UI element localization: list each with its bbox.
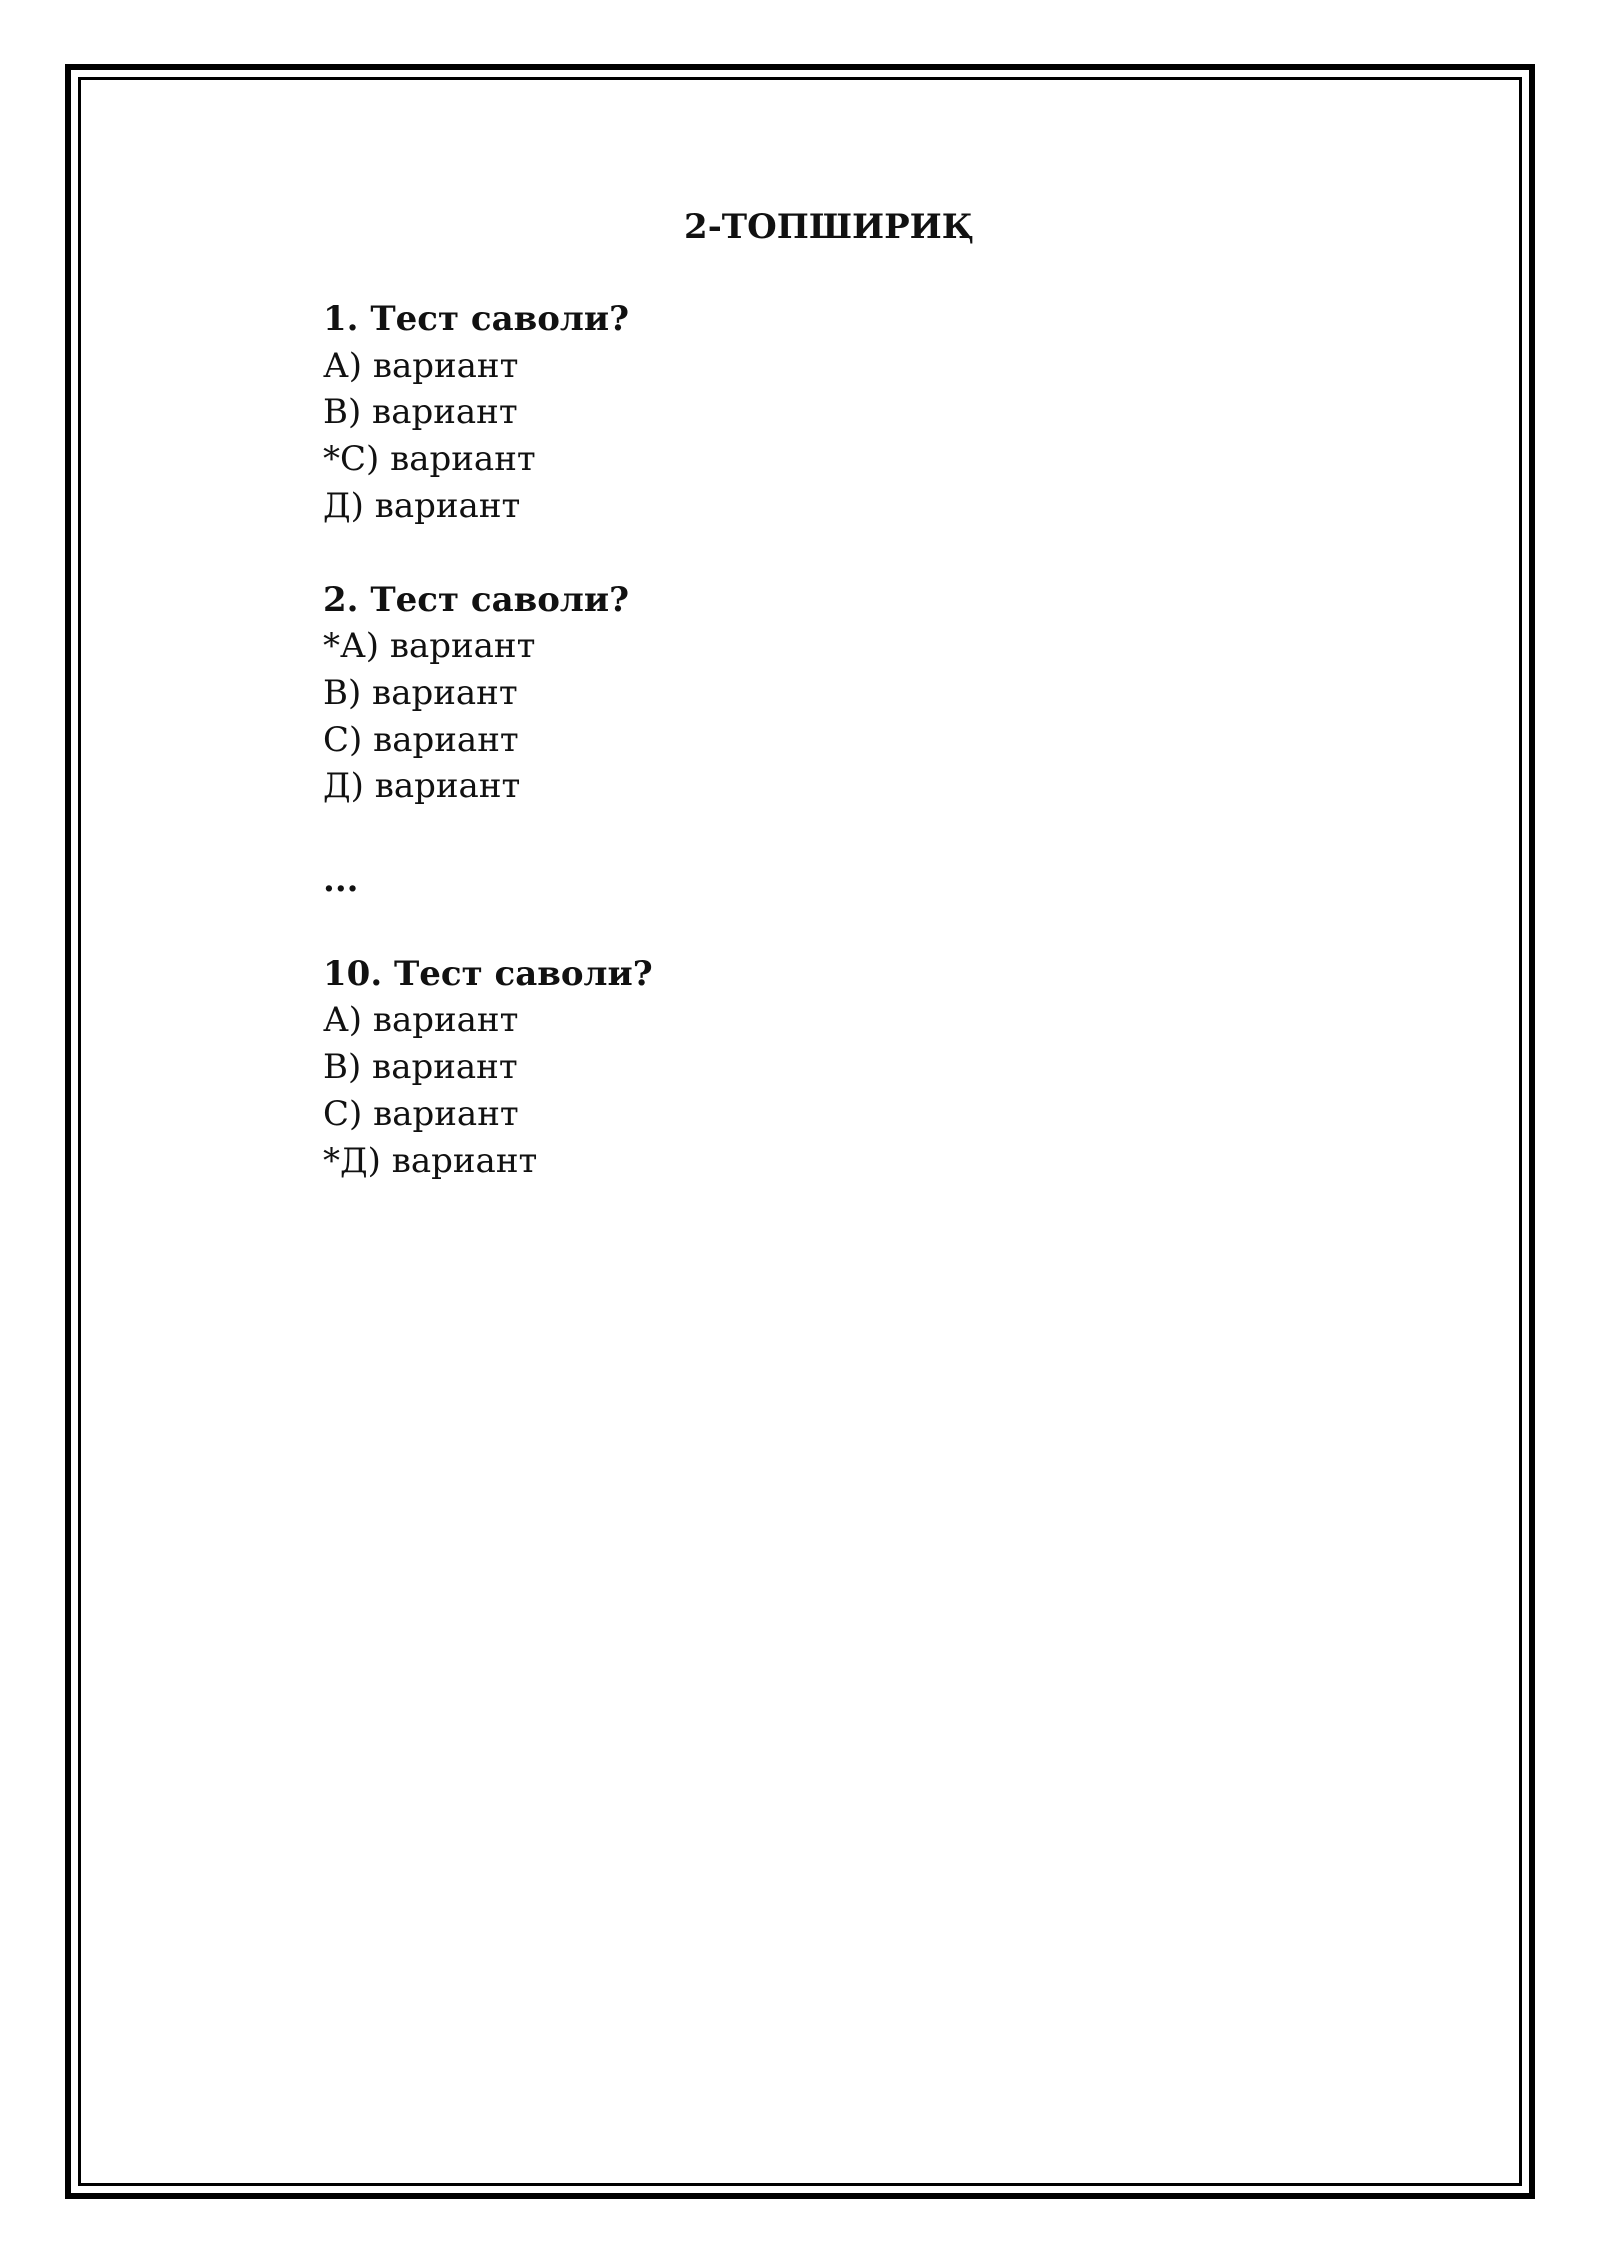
page-title: 2-ТОПШИРИҚ xyxy=(684,207,974,247)
question-title: 1. Тест саволи? xyxy=(323,299,630,339)
answer-option: Д) вариант xyxy=(323,485,521,526)
question-title: 2. Тест саволи? xyxy=(323,579,630,620)
question-block-10 xyxy=(323,951,1423,1185)
answer-option: А) вариант xyxy=(323,1000,519,1041)
answer-option: В) вариант xyxy=(323,392,518,433)
question-block-1 xyxy=(323,296,1423,530)
answer-option-correct: *А) вариант xyxy=(323,626,536,667)
answer-option: С) вариант xyxy=(323,719,519,760)
answer-option: С) вариант xyxy=(323,1093,519,1134)
answer-option: В) вариант xyxy=(323,672,518,713)
omitted-questions-ellipsis: ... xyxy=(323,860,359,901)
answer-option: В) вариант xyxy=(323,1047,518,1088)
answer-option: Д) вариант xyxy=(323,766,521,807)
answer-option: А) вариант xyxy=(323,345,519,386)
question-title: 10. Тест саволи? xyxy=(323,953,653,994)
answer-option-correct: *С) вариант xyxy=(323,439,536,480)
question-block-2 xyxy=(323,577,1423,811)
test-content xyxy=(323,296,1423,1231)
answer-option-correct: *Д) вариант xyxy=(323,1140,538,1181)
